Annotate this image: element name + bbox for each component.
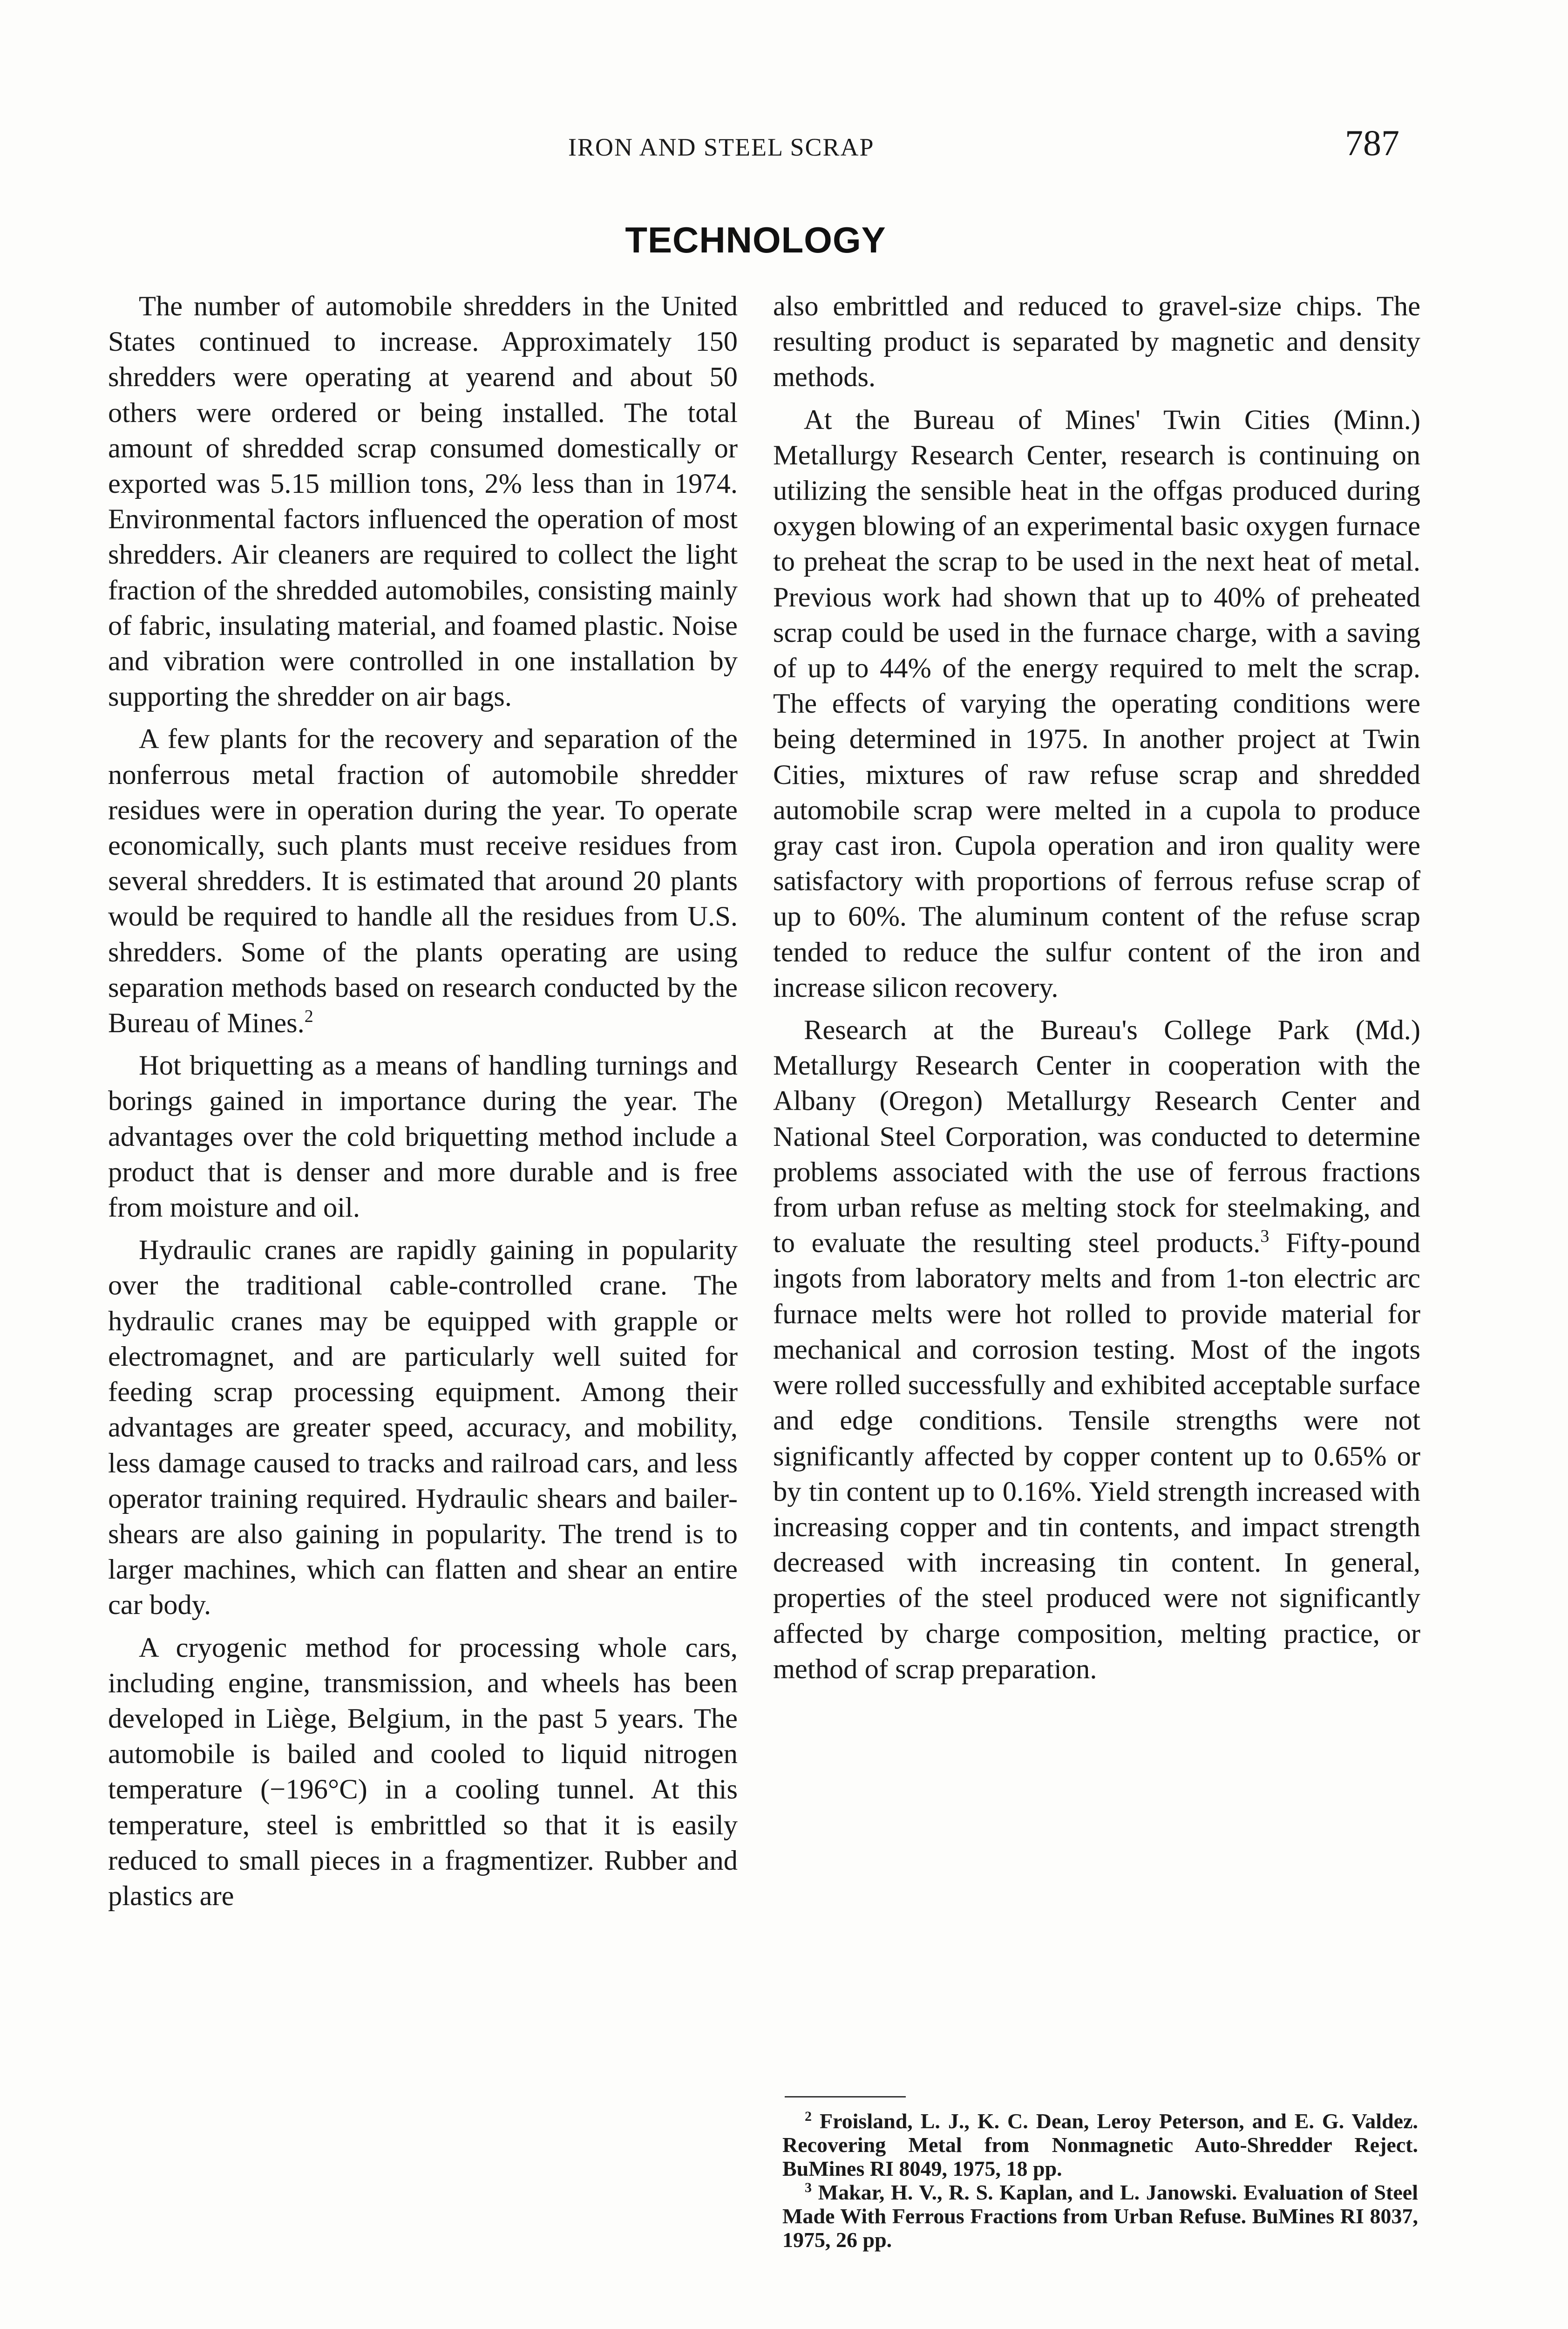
paragraph-text: Fifty-pound ingots from laboratory melts and from 1-ton electric arc furnace melts were hot rolled to provide material for mechanical and corrosion testing. Most of the ingots were rolled successfully and exhibited acceptable surface and edge conditions. Tensile strengths were not significantly affected by copper content up to 0.65% or by tin content up to 0.16%. Yield strength increased with increasing copper and tin contents, and impact strength decreased with increasing tin content. In general, properties of the steel produced were not significantly affected by charge composition, melting practice, or method of scrap preparation. <box>773 1227 1420 1685</box>
right-column <box>773 289 1420 1694</box>
section-title: TECHNOLOGY <box>625 219 886 260</box>
footnote-divider <box>785 2096 906 2097</box>
paragraph-nonferrous-recovery <box>108 722 738 1041</box>
paragraph-text: Research at the Bureau's College Park (Md.) Metallurgy Research Center in cooperation with the Albany (Oregon) Metallurgy Research Center and National Steel Corporation, was conducted to determine problems associated with the use of ferrous fractions from urban refuse as melting stock for steelmaking, and to evaluate the resulting steel products. <box>773 1015 1420 1259</box>
paragraph-shredders: The number of automobile shredders in the United States continued to increase. Approximately 150 shredders were operating at yearend and about 50 others were ordered or being installed. The total amount of shredded scrap consumed domestically or exported was 5.15 million tons, 2% less than in 1974. Environmental factors influenced the operation of most shredders. Air cleaners are required to collect the light fraction of the shredded automobiles, consisting mainly of fabric, insulating material, and foamed plastic. Noise and vibration were controlled in one installation by supporting the shredder on air bags. <box>108 291 738 713</box>
footnote-marker: 2 <box>805 2109 812 2124</box>
footnote-ref-2: 2 <box>304 1007 313 1027</box>
paragraph-continuation: also embrittled and reduced to gravel-size chips. The resulting product is separated by magnetic and density methods. <box>773 291 1420 393</box>
footnote-2 <box>782 2109 1418 2180</box>
footnote-text: Froisland, L. J., K. C. Dean, Leroy Peterson, and E. G. Valdez. Recovering Metal from Nonmagnetic Auto-Shredder Reject. BuMines RI 8049, 1975, 18 pp. <box>782 2109 1419 2180</box>
running-head: IRON AND STEEL SCRAP <box>568 133 875 161</box>
paragraph-text: A few plants for the recovery and separation of the nonferrous metal fraction of automobile shredder residues were in operation during the year. To operate economically, such plants must receive residues from several shredders. It is estimated that around 20 plants would be required to handle all the residues from U.S. shredders. Some of the plants operating are using separation methods based on research conducted by the Bureau of Mines. <box>108 723 738 1039</box>
footnote-marker: 3 <box>805 2180 812 2195</box>
page-number: 787 <box>1345 123 1399 163</box>
paragraph-hydraulic-cranes: Hydraulic cranes are rapidly gaining in popularity over the traditional cable-controlled crane. The hydraulic cranes may be equipped with grapple or electromagnet, and are particularly well suited for feeding scrap processing equipment. Among their advantages are greater speed, accuracy, and mobility, less damage caused to tracks and railroad cars, and less operator training required. Hydraulic shears and bailer-shears are also gaining in popularity. The trend is to larger machines, which can flatten and shear an entire car body. <box>108 1234 738 1621</box>
footnotes <box>782 2109 1418 2252</box>
footnote-text: Makar, H. V., R. S. Kaplan, and L. Janowski. Evaluation of Steel Made With Ferrous Fractions from Urban Refuse. BuMines RI 8037, 1975, 26 pp. <box>782 2180 1418 2252</box>
paragraph-cryogenic-method: A cryogenic method for processing whole cars, including engine, transmission, and wheels has been developed in Liège, Belgium, in the past 5 years. The automobile is bailed and cooled to liquid nitrogen temperature (−196°C) in a cooling tunnel. At this temperature, steel is embrittled so that it is easily reduced to small pieces in a fragmentizer. Rubber and plastics are <box>108 1632 738 1912</box>
footnote-ref-3: 3 <box>1260 1226 1269 1246</box>
paragraph-college-park <box>773 1013 1420 1687</box>
paragraph-hot-briquetting: Hot briquetting as a means of handling turnings and borings gained in importance during the year. The advantages over the cold briquetting method include a product that is denser and more durable and is free from moisture and oil. <box>108 1050 738 1224</box>
paragraph-twin-cities: At the Bureau of Mines' Twin Cities (Minn.) Metallurgy Research Center, research is continuing on utilizing the sensible heat in the offgas produced during oxygen blowing of an experimental basic oxygen furnace to preheat the scrap to be used in the next heat of metal. Previous work had shown that up to 40% of preheated scrap could be used in the furnace charge, with a saving of up to 44% of the energy required to melt the scrap. The effects of varying the operating conditions were being determined in 1975. In another project at Twin Cities, mixtures of raw refuse scrap and shredded automobile scrap were melted in a cupola to produce gray cast iron. Cupola operation and iron quality were satisfactory with proportions of ferrous refuse scrap of up to 60%. The aluminum content of the refuse scrap tended to reduce the sulfur content of the iron and increase silicon recovery. <box>773 404 1420 1003</box>
left-column <box>108 289 738 1921</box>
footnote-3 <box>782 2180 1418 2252</box>
